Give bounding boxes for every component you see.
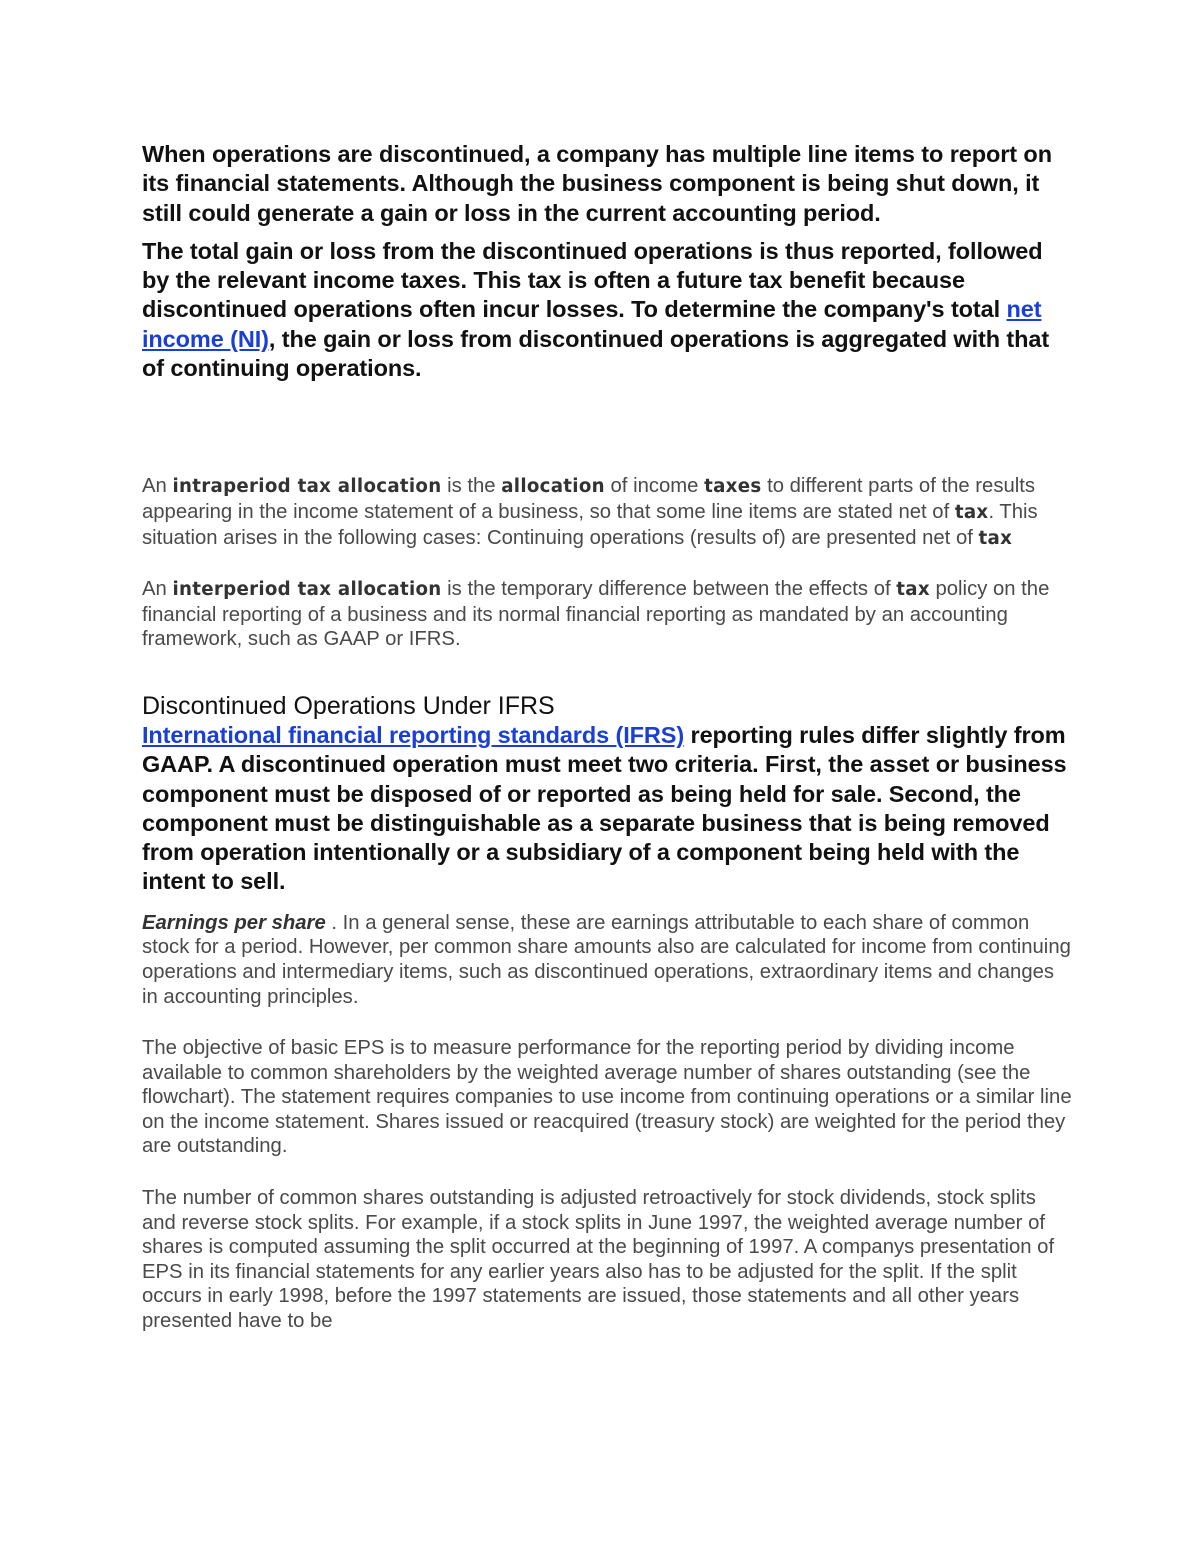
paragraph-text: , the gain or loss from discontinued operations is aggregated with that of continuing operations. bbox=[142, 325, 1050, 382]
paragraph-text: reporting rules differ slightly from GAAP. A discontinued operation must meet two criteria. First, the asset or business component must be disposed of or reported as being held for sale. Second, the component must be distinguishable as a separate business that is being removed from operation intentionally or a subsidiary of a component being held with the intent to sell. bbox=[142, 721, 1067, 895]
paragraph-text: . In a general sense, these are earnings attributable to each share of common stock for a period. However, per common share amounts also are calculated for income from continuing operations and intermediary items, such as discontinued operations, extraordinary items and changes in accounting principles. bbox=[142, 911, 1071, 1008]
text-run: of income bbox=[604, 475, 705, 498]
term-tax: tax bbox=[978, 527, 1013, 549]
term-intraperiod-tax-allocation: intraperiod tax allocation bbox=[172, 476, 442, 498]
paragraph-intraperiod bbox=[142, 474, 1072, 551]
text-run: . This situation arises in the following cases: Continuing operations (results of) are presented net of bbox=[142, 500, 1038, 549]
paragraph-basic-eps: The objective of basic EPS is to measure performance for the reporting period by dividing income available to common shareholders by the weighted average number of shares outstanding (see the flowchart). The statement requires companies to use income from continuing operations or a similar line on the income statement. Shares issued or reacquired (treasury stock) are weighted for the period they are outstanding. bbox=[142, 1037, 1072, 1158]
section-heading-ifrs: Discontinued Operations Under IFRS bbox=[142, 691, 555, 720]
term-earnings-per-share: Earnings per share bbox=[142, 911, 326, 934]
paragraph-shares-outstanding: The number of common shares outstanding is adjusted retroactively for stock dividends, stock splits and reverse stock splits. For example, if a stock splits in June 1997, the weighted average number of shares is computed assuming the split occurred at the beginning of 1997. A companys presentation of EPS in its financial statements for any earlier years also has to be adjusted for the split. If the split occurs in early 1998, before the 1997 statements are issued, those statements and all other years presented have to be bbox=[142, 1187, 1055, 1333]
term-interperiod-tax-allocation: interperiod tax allocation bbox=[172, 579, 442, 601]
document-page bbox=[142, 140, 1072, 1334]
term-taxes: taxes bbox=[704, 476, 762, 498]
text-run: An bbox=[142, 475, 173, 498]
paragraph-discontinued-intro: When operations are discontinued, a company has multiple line items to report on its financial statements. Although the business component is being shut down, it still could generate a gain or loss in the current accounting period. bbox=[142, 141, 1052, 226]
paragraph-eps-definition bbox=[142, 911, 1072, 1009]
net-income-link[interactable]: net income (NI) bbox=[142, 296, 1042, 352]
text-run: is the temporary difference between the effects of bbox=[441, 578, 897, 601]
paragraph-ifrs-rules bbox=[142, 721, 1072, 897]
paragraph-total-gain-loss bbox=[142, 237, 1072, 383]
paragraph-text: The total gain or loss from the discontinued operations is thus reported, followed by the relevant income taxes. This tax is often a future tax benefit because discontinued operations often incur losses. To determine the company's total bbox=[142, 237, 1043, 323]
text-run: is the bbox=[441, 475, 502, 498]
ifrs-link[interactable]: International financial reporting standards (IFRS) bbox=[142, 721, 685, 748]
term-allocation: allocation bbox=[501, 476, 605, 498]
paragraph-interperiod bbox=[142, 577, 1072, 652]
text-run: policy on the financial reporting of a business and its normal financial reporting as mandated by an accounting framework, such as GAAP or IFRS. bbox=[142, 578, 1050, 651]
term-tax: tax bbox=[896, 579, 930, 601]
text-run: An bbox=[142, 578, 173, 601]
text-run: to different parts of the results appearing in the income statement of a business, so that some line items are stated net of bbox=[142, 475, 1036, 523]
term-tax: tax bbox=[954, 501, 989, 523]
